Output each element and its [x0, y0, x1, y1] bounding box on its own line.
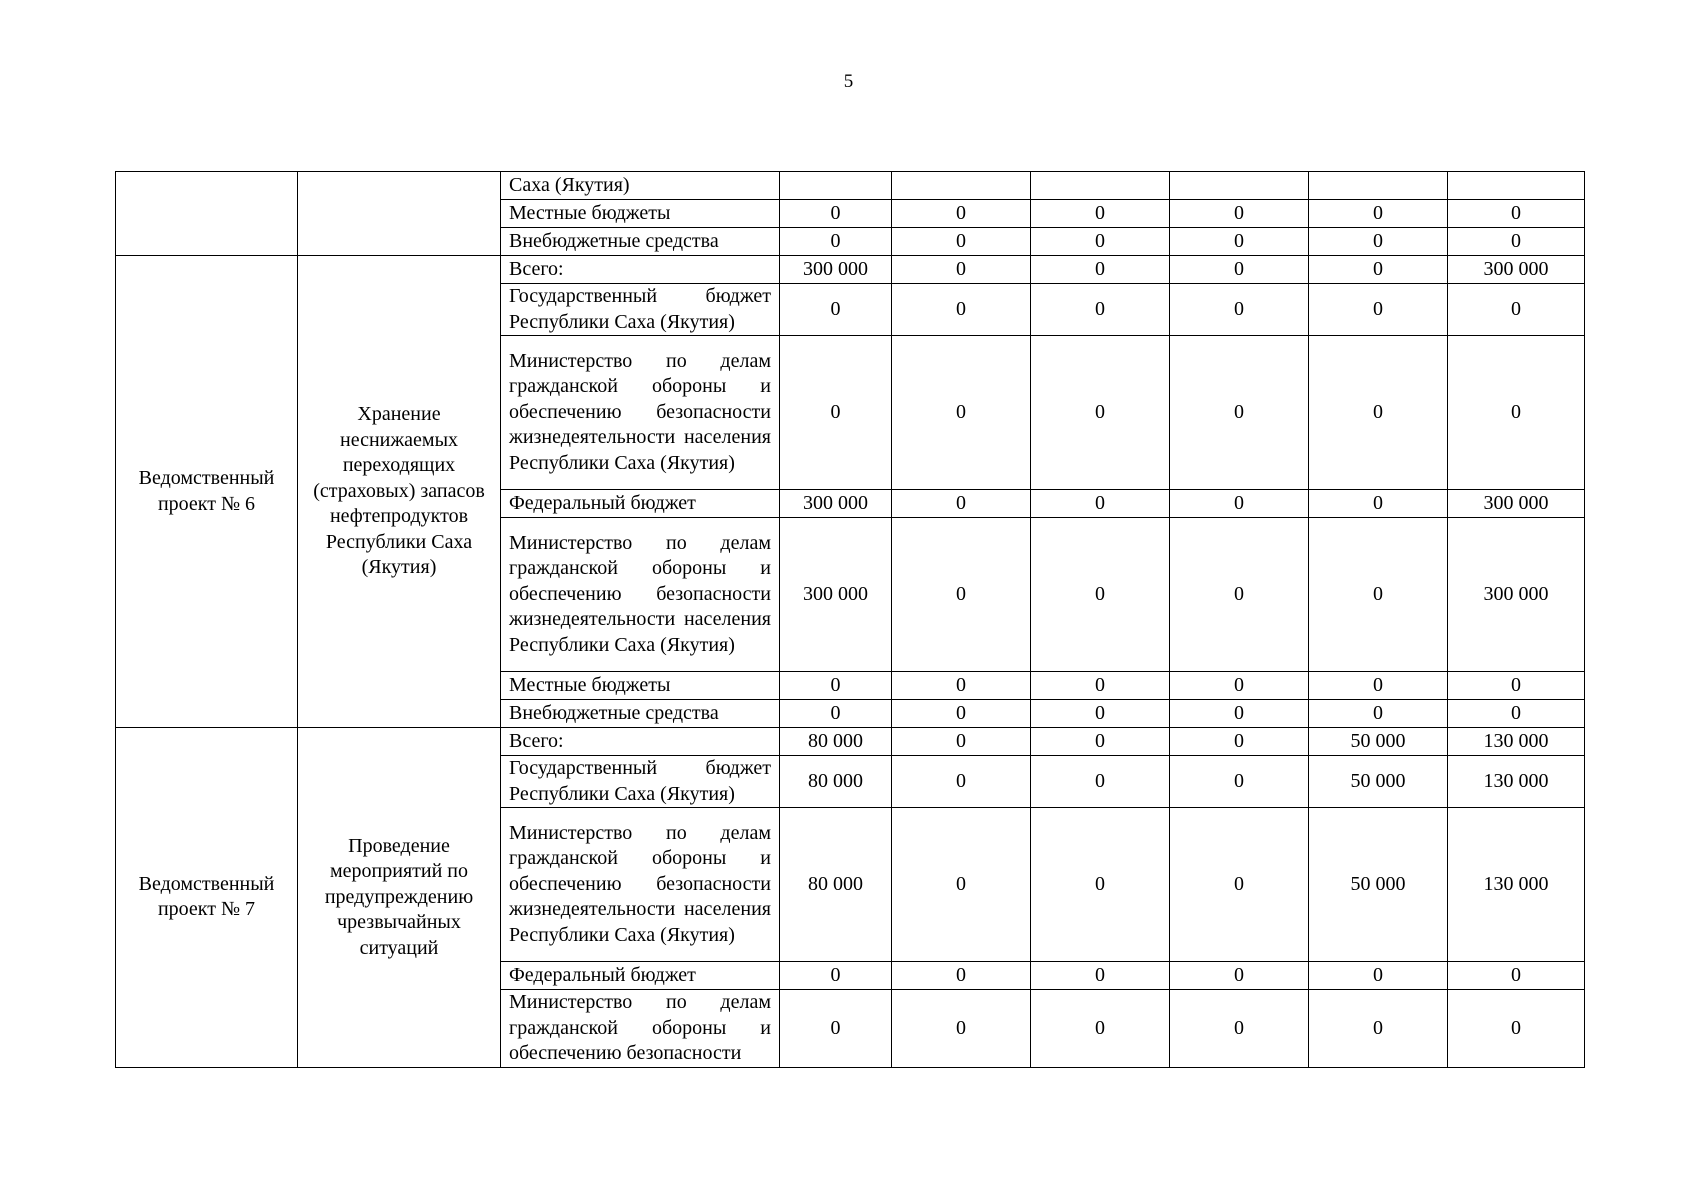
value-cell: 0: [1448, 672, 1585, 700]
value-cell: 80 000: [780, 756, 892, 808]
value-cell: 0: [1170, 284, 1309, 336]
value-cell: 0: [780, 284, 892, 336]
source-cell: Государственный бюджет Республики Саха (Якутия): [501, 284, 780, 336]
value-cell: 0: [892, 228, 1031, 256]
value-cell: 0: [1031, 256, 1170, 284]
value-cell: 300 000: [1448, 490, 1585, 518]
value-cell: 0: [892, 756, 1031, 808]
source-cell: Саха (Якутия): [501, 172, 780, 200]
value-cell: 0: [1170, 990, 1309, 1068]
value-cell: 0: [780, 990, 892, 1068]
table-row: [116, 256, 1585, 284]
value-cell: [1170, 172, 1309, 200]
value-cell: 0: [780, 200, 892, 228]
value-cell: [892, 172, 1031, 200]
value-cell: [1448, 172, 1585, 200]
value-cell: 0: [780, 672, 892, 700]
value-cell: 0: [892, 336, 1031, 490]
value-cell: 0: [1031, 490, 1170, 518]
value-cell: 0: [1170, 808, 1309, 962]
value-cell: 0: [1309, 200, 1448, 228]
value-cell: 0: [1448, 284, 1585, 336]
value-cell: 130 000: [1448, 728, 1585, 756]
value-cell: 50 000: [1309, 808, 1448, 962]
value-cell: 0: [892, 200, 1031, 228]
value-cell: 0: [892, 518, 1031, 672]
source-cell: Министерство по делам гражданской обороны и обеспечению безопасности жизнедеятельности населения Республики Саха (Якутия): [501, 336, 780, 490]
value-cell: 0: [1170, 756, 1309, 808]
value-cell: 0: [1170, 490, 1309, 518]
value-cell: 0: [892, 990, 1031, 1068]
project-cell-continued: [116, 172, 298, 256]
value-cell: 0: [1309, 700, 1448, 728]
value-cell: 0: [1170, 518, 1309, 672]
value-cell: 130 000: [1448, 808, 1585, 962]
value-cell: 300 000: [780, 518, 892, 672]
event-cell-continued: [298, 172, 501, 256]
table-row: [116, 728, 1585, 756]
value-cell: 0: [1031, 728, 1170, 756]
value-cell: [1031, 172, 1170, 200]
value-cell: 50 000: [1309, 728, 1448, 756]
value-cell: 0: [1448, 228, 1585, 256]
value-cell: 0: [1031, 336, 1170, 490]
source-cell: Всего:: [501, 728, 780, 756]
value-cell: 0: [1309, 962, 1448, 990]
page-number: 5: [843, 71, 854, 92]
source-cell: Министерство по делам гражданской обороны и обеспечению безопасности жизнедеятельности населения Республики Саха (Якутия): [501, 808, 780, 962]
value-cell: 0: [1031, 990, 1170, 1068]
value-cell: 0: [1031, 756, 1170, 808]
value-cell: 0: [1170, 200, 1309, 228]
value-cell: 0: [892, 728, 1031, 756]
value-cell: 130 000: [1448, 756, 1585, 808]
budget-table: [115, 171, 1585, 1068]
value-cell: 0: [1031, 284, 1170, 336]
value-cell: 0: [1170, 672, 1309, 700]
value-cell: 0: [1448, 700, 1585, 728]
value-cell: 0: [892, 962, 1031, 990]
source-cell: Министерство по делам гражданской обороны и обеспечению безопасности: [501, 990, 780, 1068]
table-body: [116, 172, 1585, 1068]
value-cell: 0: [780, 336, 892, 490]
value-cell: 0: [1031, 672, 1170, 700]
value-cell: 0: [1031, 962, 1170, 990]
value-cell: 0: [1031, 808, 1170, 962]
source-cell: Внебюджетные средства: [501, 700, 780, 728]
project-7-name: Ведомственный проект № 7: [116, 728, 298, 1068]
project-6-name: Ведомственный проект № 6: [116, 256, 298, 728]
value-cell: 300 000: [780, 490, 892, 518]
value-cell: 0: [1031, 228, 1170, 256]
value-cell: 0: [1170, 962, 1309, 990]
value-cell: 0: [892, 700, 1031, 728]
value-cell: 80 000: [780, 808, 892, 962]
project-6-event: Хранение неснижаемых переходящих (страховых) запасов нефтепродуктов Республики Саха (Якутия): [298, 256, 501, 728]
value-cell: [1309, 172, 1448, 200]
value-cell: 0: [780, 228, 892, 256]
value-cell: 0: [1448, 962, 1585, 990]
value-cell: 0: [892, 672, 1031, 700]
value-cell: 0: [892, 808, 1031, 962]
source-cell: Федеральный бюджет: [501, 962, 780, 990]
value-cell: 80 000: [780, 728, 892, 756]
value-cell: 0: [1170, 700, 1309, 728]
value-cell: 0: [1170, 728, 1309, 756]
source-cell: Всего:: [501, 256, 780, 284]
value-cell: [780, 172, 892, 200]
value-cell: 0: [1031, 700, 1170, 728]
value-cell: 0: [1309, 490, 1448, 518]
value-cell: 0: [780, 962, 892, 990]
source-cell: Министерство по делам гражданской обороны и обеспечению безопасности жизнедеятельности населения Республики Саха (Якутия): [501, 518, 780, 672]
value-cell: 0: [1448, 200, 1585, 228]
value-cell: 0: [1309, 284, 1448, 336]
value-cell: 300 000: [1448, 518, 1585, 672]
source-cell: Государственный бюджет Республики Саха (Якутия): [501, 756, 780, 808]
source-cell: Местные бюджеты: [501, 200, 780, 228]
value-cell: 0: [1031, 200, 1170, 228]
value-cell: 0: [892, 284, 1031, 336]
value-cell: 300 000: [780, 256, 892, 284]
value-cell: 0: [1170, 256, 1309, 284]
value-cell: 0: [1309, 518, 1448, 672]
value-cell: 0: [780, 700, 892, 728]
source-cell: Внебюджетные средства: [501, 228, 780, 256]
value-cell: 0: [1448, 336, 1585, 490]
value-cell: 0: [1309, 672, 1448, 700]
value-cell: 0: [892, 490, 1031, 518]
source-cell: Местные бюджеты: [501, 672, 780, 700]
value-cell: 0: [1170, 228, 1309, 256]
value-cell: 300 000: [1448, 256, 1585, 284]
value-cell: 50 000: [1309, 756, 1448, 808]
value-cell: 0: [1309, 990, 1448, 1068]
value-cell: 0: [1309, 256, 1448, 284]
value-cell: 0: [1170, 336, 1309, 490]
project-7-event: Проведение мероприятий по предупреждению чрезвычайных ситуаций: [298, 728, 501, 1068]
value-cell: 0: [1031, 518, 1170, 672]
value-cell: 0: [1448, 990, 1585, 1068]
value-cell: 0: [1309, 228, 1448, 256]
value-cell: 0: [892, 256, 1031, 284]
value-cell: 0: [1309, 336, 1448, 490]
source-cell: Федеральный бюджет: [501, 490, 780, 518]
table-row: [116, 172, 1585, 200]
